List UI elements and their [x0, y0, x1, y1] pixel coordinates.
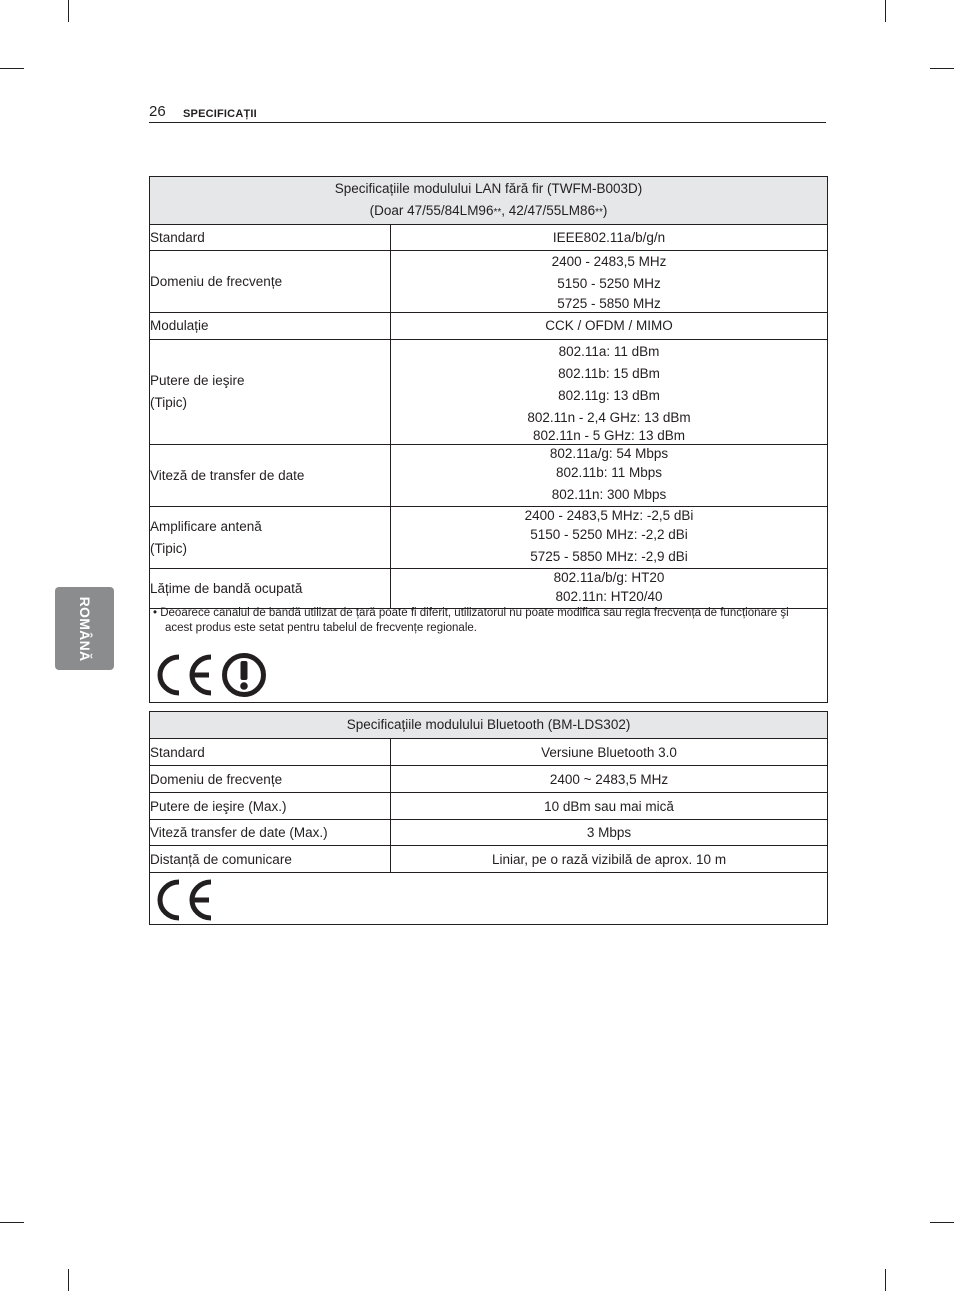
table-row: [150, 793, 828, 820]
row-value: [391, 225, 828, 251]
marks-cell: [150, 873, 828, 925]
label-line: Viteză de transfer de date: [150, 467, 305, 483]
table-row: [150, 507, 828, 569]
table-row-marks: [150, 873, 828, 925]
value-line: IEEE802.11a/b/g/n: [552, 229, 666, 245]
table-row: [150, 820, 828, 846]
row-value: [391, 340, 828, 445]
table-row: [150, 445, 828, 507]
table-row: [150, 846, 828, 873]
label-line: Amplificare antenă: [150, 518, 262, 534]
table-row: [150, 251, 828, 313]
value-line: 5725 - 5850 MHz: [557, 296, 661, 311]
ce-mark-icon: [153, 653, 215, 697]
row-value: [391, 445, 828, 507]
bluetooth-table-header: [150, 712, 828, 739]
value-line: 5150 - 5250 MHz: [557, 276, 661, 291]
wlan-table-subtitle: [150, 200, 827, 224]
table-row: [150, 340, 828, 445]
row-label: Domeniu de frecvențe: [150, 766, 391, 793]
subtitle-part: ): [602, 202, 608, 218]
label-line: (Tipic): [150, 540, 187, 556]
row-label: Viteză transfer de date (Max.): [150, 820, 391, 846]
value-line: 802.11n - 5 GHz: 13 dBm: [532, 428, 686, 443]
crop-mark: [68, 1269, 69, 1291]
row-label: Putere de ieşire (Max.): [150, 793, 391, 820]
row-value: 3 Mbps: [391, 820, 828, 846]
table-row: [150, 766, 828, 793]
row-value: [391, 313, 828, 340]
value-line: 802.11b: 11 Mbps: [555, 465, 663, 480]
crop-mark: [885, 1269, 886, 1291]
value-line: 802.11a/b/g: HT20: [553, 570, 665, 585]
value-line: 802.11n - 2,4 GHz: 13 dBm: [527, 410, 691, 425]
subtitle-star: **: [493, 206, 502, 218]
class2-alert-icon: [221, 652, 267, 698]
row-label: [150, 251, 391, 313]
label-line: Modulație: [150, 318, 209, 333]
frequency-note: • Deoarece canalul de bandă utilizat de țară poate fi diferit, utilizatorul nu poate modifica sau regla frecvența de funcționare şi acest produs este setat pentru tabelul de frecvențe regionale.: [153, 607, 789, 634]
row-label: Standard: [150, 739, 391, 766]
crop-mark: [0, 68, 24, 69]
row-label: [150, 340, 391, 445]
subtitle-part: (Doar 47/55/84LM96: [369, 202, 494, 218]
subtitle-star: **: [595, 206, 603, 218]
label-line: Domeniu de frecvențe: [150, 273, 283, 289]
crop-mark: [68, 0, 69, 22]
row-label: [150, 445, 391, 507]
row-value: 2400 ~ 2483,5 MHz: [391, 766, 828, 793]
table-row: [150, 313, 828, 340]
row-label: [150, 225, 391, 251]
bluetooth-certification-marks: [153, 878, 215, 922]
row-value: Liniar, pe o rază vizibilă de aprox. 10 m: [391, 846, 828, 873]
value-line: 802.11n: 300 Mbps: [551, 487, 667, 502]
page-number: 26: [149, 103, 166, 120]
row-label: [150, 507, 391, 569]
value-line: 802.11a: 11 dBm: [558, 344, 660, 359]
value-line: 5725 - 5850 MHz: -2,9 dBi: [530, 549, 688, 564]
crop-mark: [930, 68, 954, 69]
value-line: 5150 - 5250 MHz: -2,2 dBi: [530, 527, 688, 542]
wlan-table-header: [150, 177, 828, 225]
value-line: 802.11g: 13 dBm: [558, 388, 660, 403]
subtitle-part: , 42/47/55LM86: [501, 202, 596, 218]
bluetooth-spec-table: [149, 711, 828, 925]
wlan-certification-marks: [153, 652, 267, 698]
crop-mark: [0, 1222, 24, 1223]
row-label: [150, 569, 391, 609]
row-label: [150, 313, 391, 340]
row-value: [391, 251, 828, 313]
label-line: Lățime de bandă ocupată: [150, 580, 303, 596]
table-row: [150, 225, 828, 251]
value-line: 802.11n: HT20/40: [555, 589, 663, 604]
value-line: CCK / OFDM / MIMO: [545, 318, 673, 333]
section-title: SPECIFICAȚII: [183, 108, 257, 120]
bluetooth-table-title: Specificațiile modulului Bluetooth (BM-LDS302): [346, 717, 631, 732]
language-tab: [55, 587, 114, 670]
crop-mark: [885, 0, 886, 22]
row-value: [391, 569, 828, 609]
value-line: 802.11a/g: 54 Mbps: [549, 446, 669, 461]
row-label: Distanță de comunicare: [150, 846, 391, 873]
row-value: [391, 507, 828, 569]
ce-mark-icon: [153, 878, 215, 922]
page-header: [149, 100, 826, 123]
value-line: 802.11b: 15 dBm: [558, 366, 660, 381]
row-value: 10 dBm sau mai mică: [391, 793, 828, 820]
wlan-table-title: Specificațiile modulului LAN fără fir (TWFM-B003D): [334, 180, 643, 196]
label-line: Standard: [150, 229, 205, 245]
table-row: [150, 739, 828, 766]
row-value: Versiune Bluetooth 3.0: [391, 739, 828, 766]
language-tab-label: ROMÂNĂ: [76, 596, 93, 661]
label-line: (Tipic): [150, 395, 187, 410]
label-line: Putere de ieşire: [150, 373, 245, 388]
value-line: 2400 - 2483,5 MHz: [551, 254, 667, 269]
crop-mark: [930, 1222, 954, 1223]
value-line: 2400 - 2483,5 MHz: -2,5 dBi: [524, 508, 694, 523]
table-row: [150, 569, 828, 609]
